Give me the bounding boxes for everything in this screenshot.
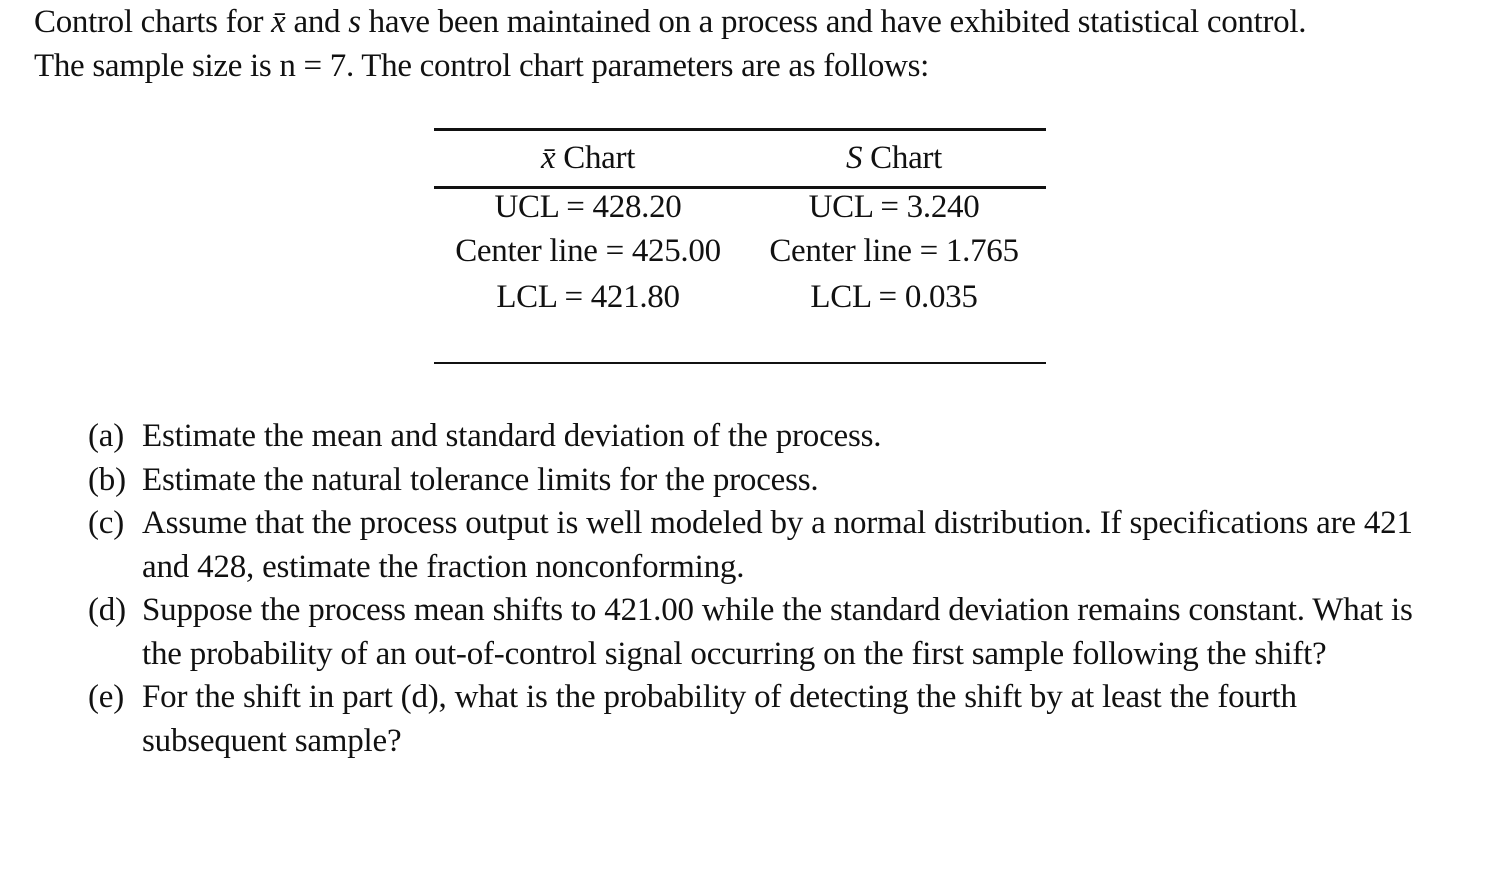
xbar-lcl: LCL = 421.80 [496, 279, 680, 315]
header-text: Chart [862, 140, 942, 176]
xbar-symbol: x̄ [540, 140, 556, 176]
s-symbol: S [846, 140, 863, 176]
question-e [88, 676, 1448, 763]
intro-text: Control charts for [34, 4, 272, 40]
question-label: (b) [88, 461, 126, 498]
problem-intro [34, 0, 1454, 88]
header-text: Chart [555, 140, 636, 176]
question-list [88, 415, 1448, 763]
question-label: (d) [88, 592, 126, 628]
s-center-line: Center line = 1.765 [769, 233, 1019, 269]
s-ucl: UCL = 3.240 [808, 189, 980, 225]
s-symbol: s [348, 4, 361, 40]
question-c [88, 502, 1448, 589]
table-top-rule [434, 128, 1046, 131]
question-label: (e) [88, 679, 125, 715]
question-text: Estimate the natural tolerance limits for the process. [142, 461, 819, 498]
question-label: (a) [88, 418, 125, 454]
question-b [88, 459, 1448, 503]
intro-text: have been maintained on a process and have exhibited statistical control. [360, 4, 1307, 40]
question-text: Suppose the process mean shifts to 421.00 while the standard deviation remains constant. What is the probability of an out-of-control signal occurring on the first sample following the shift? [142, 592, 1413, 672]
table-bottom-rule [434, 362, 1046, 364]
intro-line-2: The sample size is n = 7. The control chart parameters are as follows: [34, 48, 930, 84]
xbar-chart-header [434, 138, 742, 178]
question-label: (c) [88, 505, 125, 541]
intro-line-1 [34, 0, 1454, 44]
question-d [88, 589, 1448, 676]
question-text: Estimate the mean and standard deviation of the process. [142, 418, 882, 454]
question-text: For the shift in part (d), what is the probability of detecting the shift by at least the fourth subsequent sample? [142, 679, 1297, 759]
xbar-ucl: UCL = 428.20 [494, 189, 682, 225]
question-a [88, 415, 1448, 459]
intro-text: and [285, 4, 349, 40]
control-chart-parameters-table [434, 128, 1046, 366]
s-chart-header [742, 138, 1046, 178]
xbar-symbol: x̄ [271, 4, 286, 40]
xbar-center-line: Center line = 425.00 [455, 233, 721, 269]
question-text: Assume that the process output is well modeled by a normal distribution. If specifications are 421 and 428, estimate the fraction nonconforming. [142, 505, 1413, 585]
s-lcl: LCL = 0.035 [810, 279, 978, 315]
